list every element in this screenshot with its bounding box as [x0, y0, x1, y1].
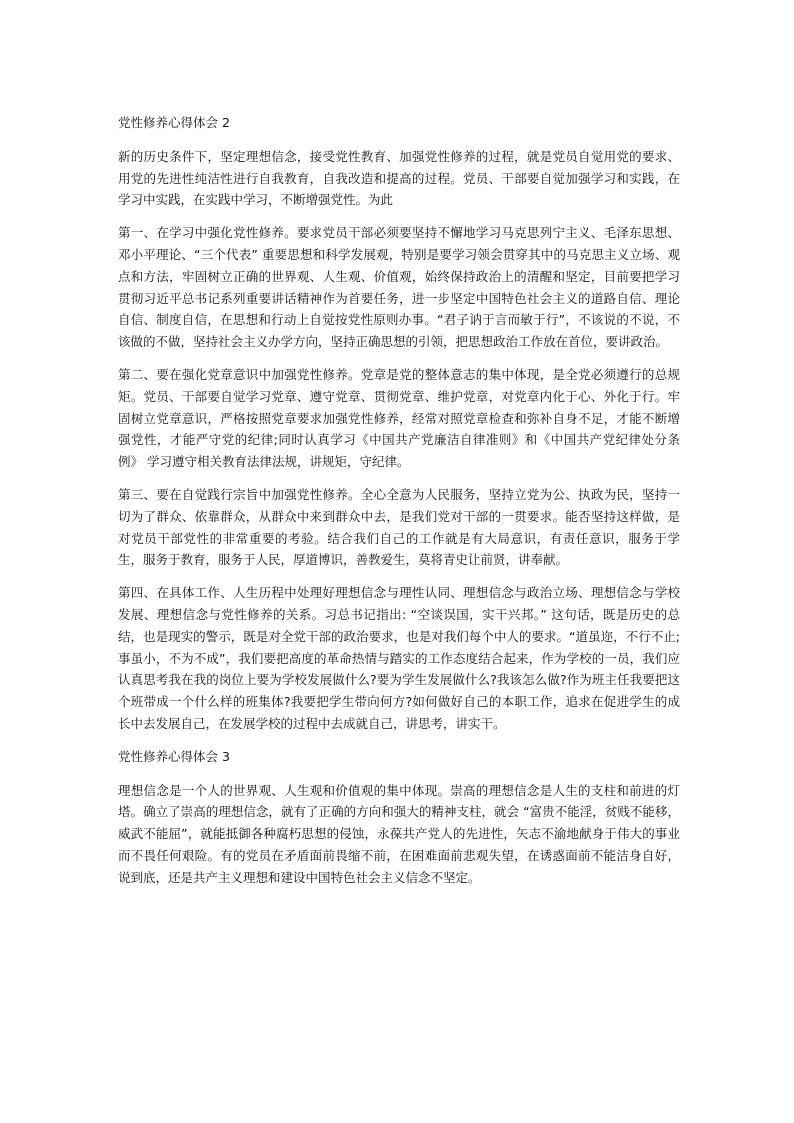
- paragraph-second: 第二、要在强化党章意识中加强党性修养。党章是党的整体意志的集中体现，是全党必须遵行的总规矩。党员、干部要自觉学习党章、遵守党章、贯彻党章、维护党章，对党章内化于心、外化于行。牢固树立党章意识，严格按照党章要求加强党性修养，经常对照党章检查和弥补自身不足，才能不断增强党性，才能严守党的纪律;同时认真学习《中国共产党廉洁自律准则》和《中国共产党纪律处分条例》 学习遵守相关教育法律法规，讲规矩，守纪律。: [118, 366, 680, 470]
- paragraph-intro: 新的历史条件下，坚定理想信念，接受党性教育、加强党性修养的过程，就是党员自觉用党的要求、用党的先进性纯洁性进行自我教育，自我改造和提高的过程。党员、干部要自觉加强学习和实践，在学习中实践，在实践中学习，不断增强党性。为此: [118, 148, 680, 208]
- paragraph-first: 第一、在学习中强化党性修养。要求党员干部必须要坚持不懈地学习马克思列宁主义、毛泽东思想、邓小平理论、“三个代表” 重要思想和科学发展观，特别是要学习领会贯穿其中的马克思主义立场、观点和方法，牢固树立正确的世界观、人生观、价值观，始终保持政治上的清醒和坚定，目前要把学习贯彻习近平总书记系列重要讲话精神作为首要任务，进一步坚定中国特色社会主义的道路自信、理论自信、制度自信，在思想和行动上自觉按党性原则办事。“君子讷于言而敏于行”，不该说的不说，不该做的不做，坚持社会主义办学方向，坚持正确思想的引领，把思想政治工作放在首位，要讲政治。: [118, 225, 680, 350]
- paragraph-third: 第三、要在自觉践行宗旨中加强党性修养。全心全意为人民服务，坚持立党为公、执政为民，坚持一切为了群众、依靠群众，从群众中来到群众中去，是我们党对干部的一贯要求。能否坚持这样做，是对党员干部党性的非常重要的考验。结合我们自己的工作就是有大局意识，有责任意识，服务于学生，服务于教育，服务于人民，厚道博识，善教爱生，莫将青史让前贤，讲奉献。: [118, 486, 680, 568]
- paragraph-ideal: 理想信念是一个人的世界观、人生观和价值观的集中体现。崇高的理想信念是人生的支柱和前进的灯塔。确立了崇高的理想信念，就有了正确的方向和强大的精神支柱，就会 “富贵不能淫，贫贱不能移，威武不能屈”，就能抵御各种腐朽思想的侵蚀，永葆共产党人的先进性，矢志不渝地献身于伟大的事业而不畏任何艰险。有的党员在矛盾面前畏缩不前，在困难面前悲观失望，在诱惑面前不能洁身自好，说到底，还是共产主义理想和建设中国特色社会主义信念不坚定。: [118, 782, 680, 885]
- section-heading-3: 党性修养心得体会 3: [118, 748, 230, 764]
- paragraph-fourth: 第四、在具体工作、人生历程中处理好理想信念与理性认同、理想信念与政治立场、理想信念与学校发展、理想信念与党性修养的关系。习总书记指出: “空谈误国，实干兴邦。” 这句话，既是历史的总结，也是现实的警示，既是对全党干部的政治要求，也是对我们每个中人的要求。“道虽迩，不行不止;事虽小，不为不成”，我们要把高度的革命热情与踏实的工作态度结合起来，作为学校的一员，我们应认真思考我在我的岗位上要为学校发展做什么?要为学生发展做什么?我该怎么做?作为班主任我要把这个班带成一个什么样的班集体?我要把学生带向何方?如何做好自己的本职工作，追求在促进学生的成长中去发展自己，在发展学校的过程中去成就自己，讲思考，讲实干。: [118, 585, 680, 731]
- section-heading-2: 党性修养心得体会 2: [118, 115, 230, 130]
- document-body: [118, 112, 680, 889]
